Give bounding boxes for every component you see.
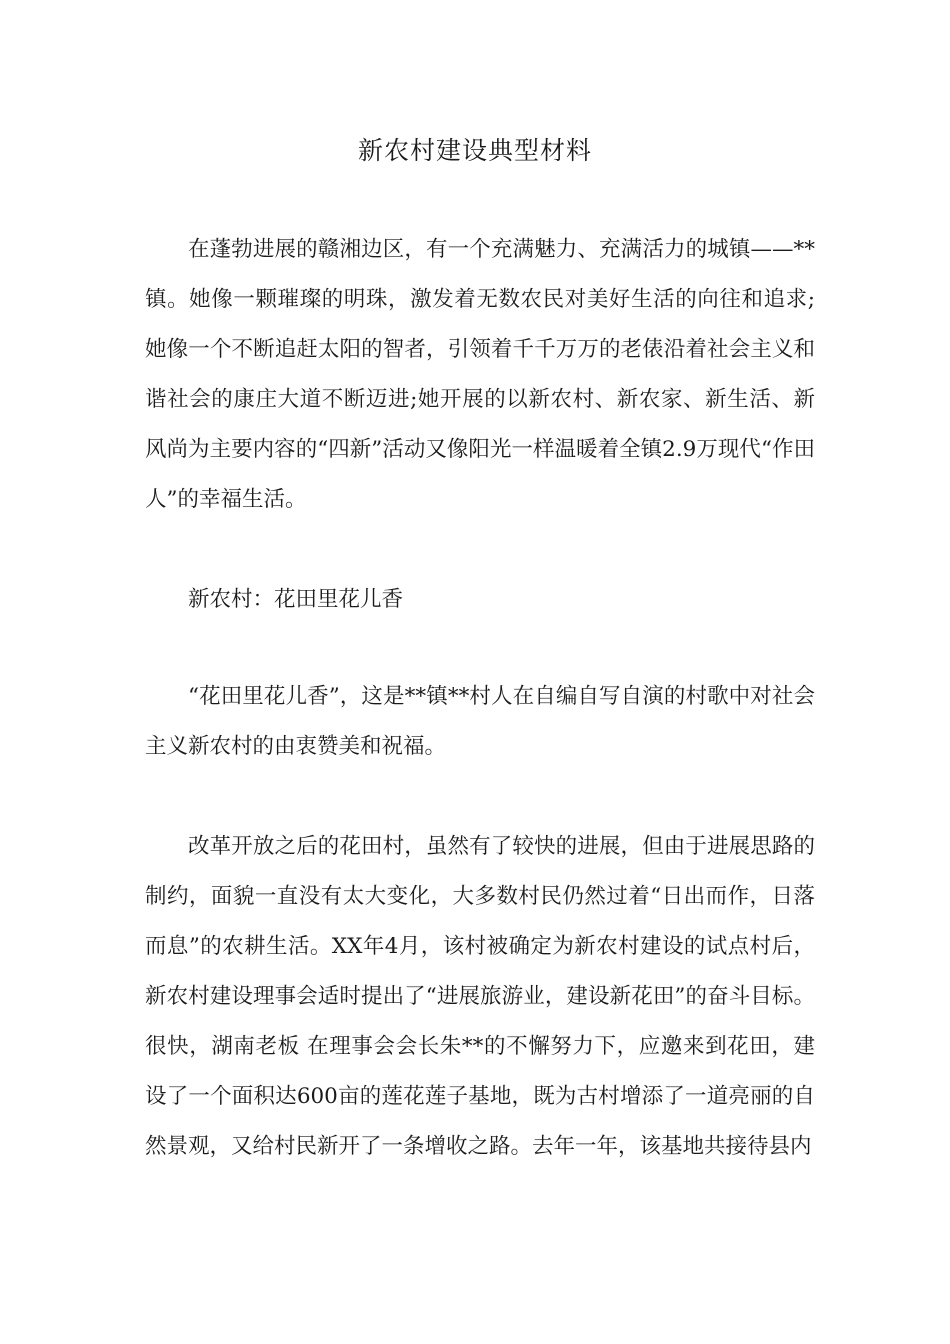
document-title: 新农村建设典型材料 (357, 136, 592, 165)
paragraph-village-song: “花田里花儿香”，这是**镇**村人在自编自写自演的村歌中对社会主义新农村的由衷赞美和祝福。 (145, 684, 815, 759)
section-heading-new-village: 新农村：花田里花儿香 (188, 587, 404, 612)
paragraph-intro: 在蓬勃进展的赣湘边区，有一个充满魅力、充满活力的城镇——**镇。她像一颗璀璨的明珠，激发着无数农民对美好生活的向往和追求;她像一个不断追赶太阳的智者，引领着千千万万的老俵沿着社会主义和谐社会的康庄大道不断迈进;她开展的以新农村、新农家、新生活、新风尚为主要内容的“四新”活动又像阳光一样温暖着全镇2.9万现代“作田人”的幸福生活。 (145, 237, 815, 512)
paragraph-huatian-development: 改革开放之后的花田村，虽然有了较快的进展，但由于进展思路的制约，面貌一直没有太大变化，大多数村民仍然过着“日出而作，日落而息”的农耕生活。XX年4月，该村被确定为新农村建设的试点村后，新农村建设理事会适时提出了“进展旅游业，建设新花田”的奋斗目标。很快，湖南老板 在理事会会长朱**的不懈努力下，应邀来到花田，建设了一个面积达600亩的莲花莲子基地，既为古村增添了一道亮丽的自然景观，又给村民新开了一条增收之路。去年一年，该基地共接待县内 (145, 834, 815, 1159)
